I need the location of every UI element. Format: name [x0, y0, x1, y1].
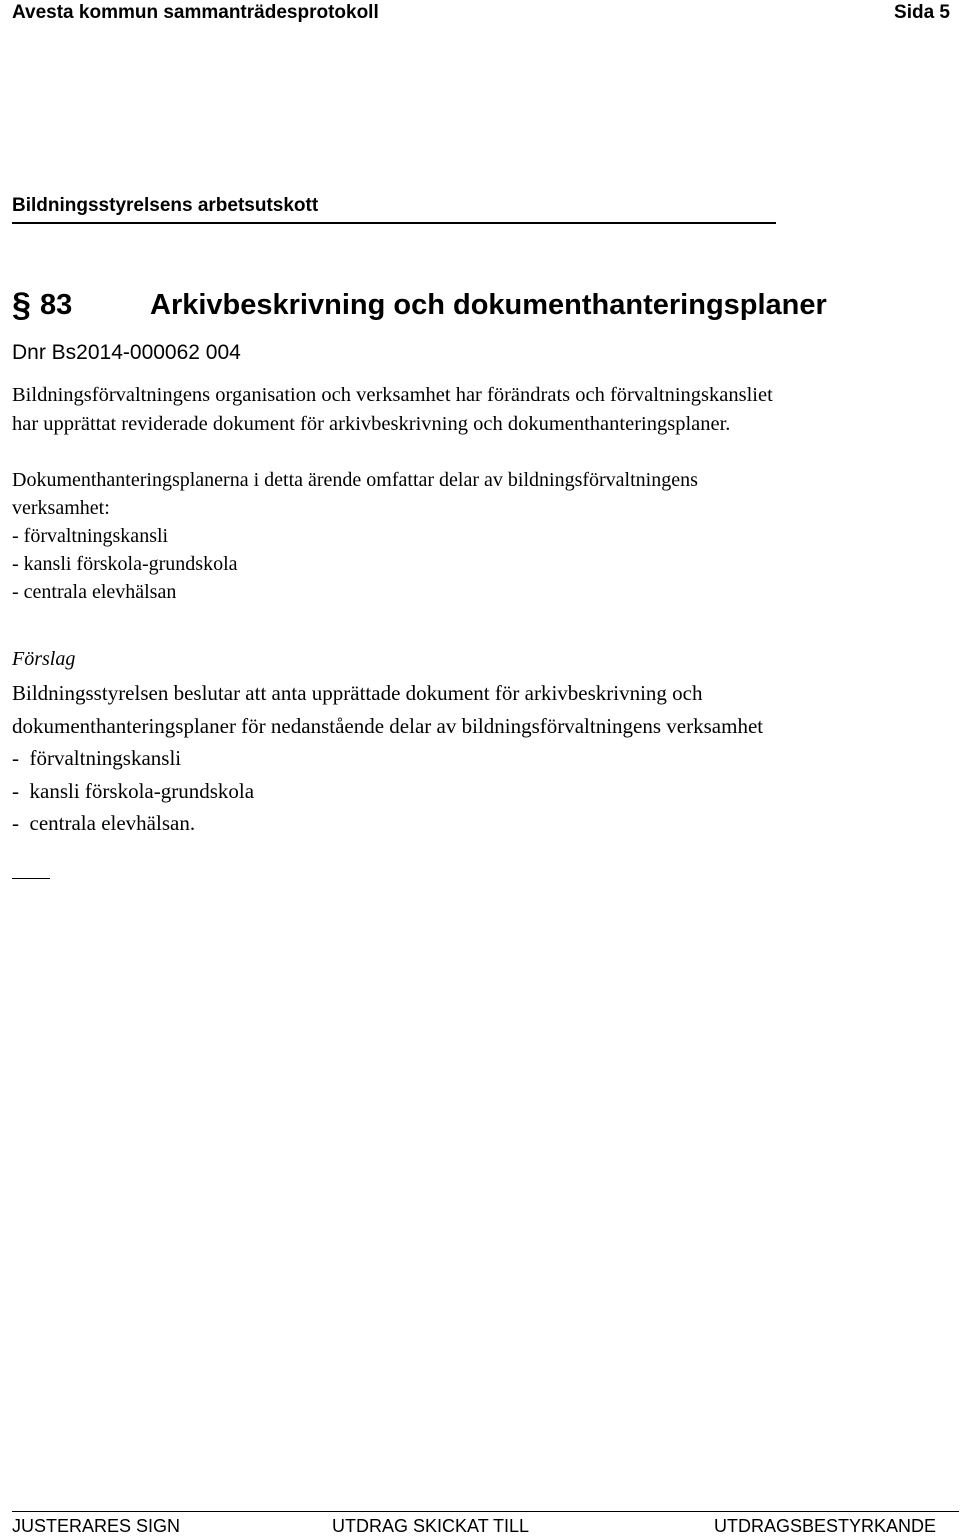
background-paragraph — [12, 381, 773, 439]
document-header-title: Avesta kommun sammanträdesprotokoll — [12, 2, 379, 23]
paragraph-line: har upprättat reviderade dokument för arkivbeskrivning och dokumenthanteringsplaner. — [12, 413, 731, 435]
paragraph-line: Bildningsförvaltningens organisation och verksamhet har förändrats och förvaltningskansliet — [12, 384, 773, 406]
section-symbol: § — [12, 286, 31, 324]
section-title: Arkivbeskrivning och dokumenthanteringsplaner — [150, 289, 827, 321]
committee-underline — [12, 222, 776, 224]
proposal-heading: Förslag — [12, 648, 76, 670]
footer-sent-to-label: UTDRAG SKICKAT TILL — [332, 1516, 530, 1536]
list-item: - kansli förskola-grundskola — [12, 778, 255, 803]
committee-name: Bildningsstyrelsens arbetsutskott — [12, 195, 319, 216]
footer-rule — [12, 1511, 959, 1512]
list-item: - förvaltningskansli — [12, 525, 169, 547]
list-item: - centrala elevhälsan. — [12, 811, 196, 836]
list-item: - centrala elevhälsan — [12, 581, 177, 603]
case-number: Dnr Bs2014-000062 004 — [12, 341, 241, 364]
list-item: - kansli förskola-grundskola — [12, 553, 238, 575]
footer-certification-label: UTDRAGSBESTYRKANDE — [713, 1516, 936, 1536]
section-number: 83 — [40, 289, 73, 321]
list-item: - förvaltningskansli — [12, 746, 182, 771]
paragraph-line: verksamhet: — [12, 497, 110, 519]
footer-signature-label: JUSTERARES SIGN — [12, 1516, 181, 1536]
paragraph-line: Bildningsstyrelsen beslutar att anta upprättade dokument för arkivbeskrivning och — [12, 681, 703, 705]
paragraph-line: dokumenthanteringsplaner för nedanstående delar av bildningsförvaltningens verksamhet — [12, 713, 764, 738]
scope-paragraph — [12, 466, 698, 606]
page-number: Sida 5 — [894, 2, 950, 23]
paragraph-line: Dokumenthanteringsplanerna i detta ärende omfattar delar av bildningsförvaltningens — [12, 469, 698, 491]
proposal-text — [12, 677, 763, 840]
end-of-section-rule — [12, 878, 50, 879]
